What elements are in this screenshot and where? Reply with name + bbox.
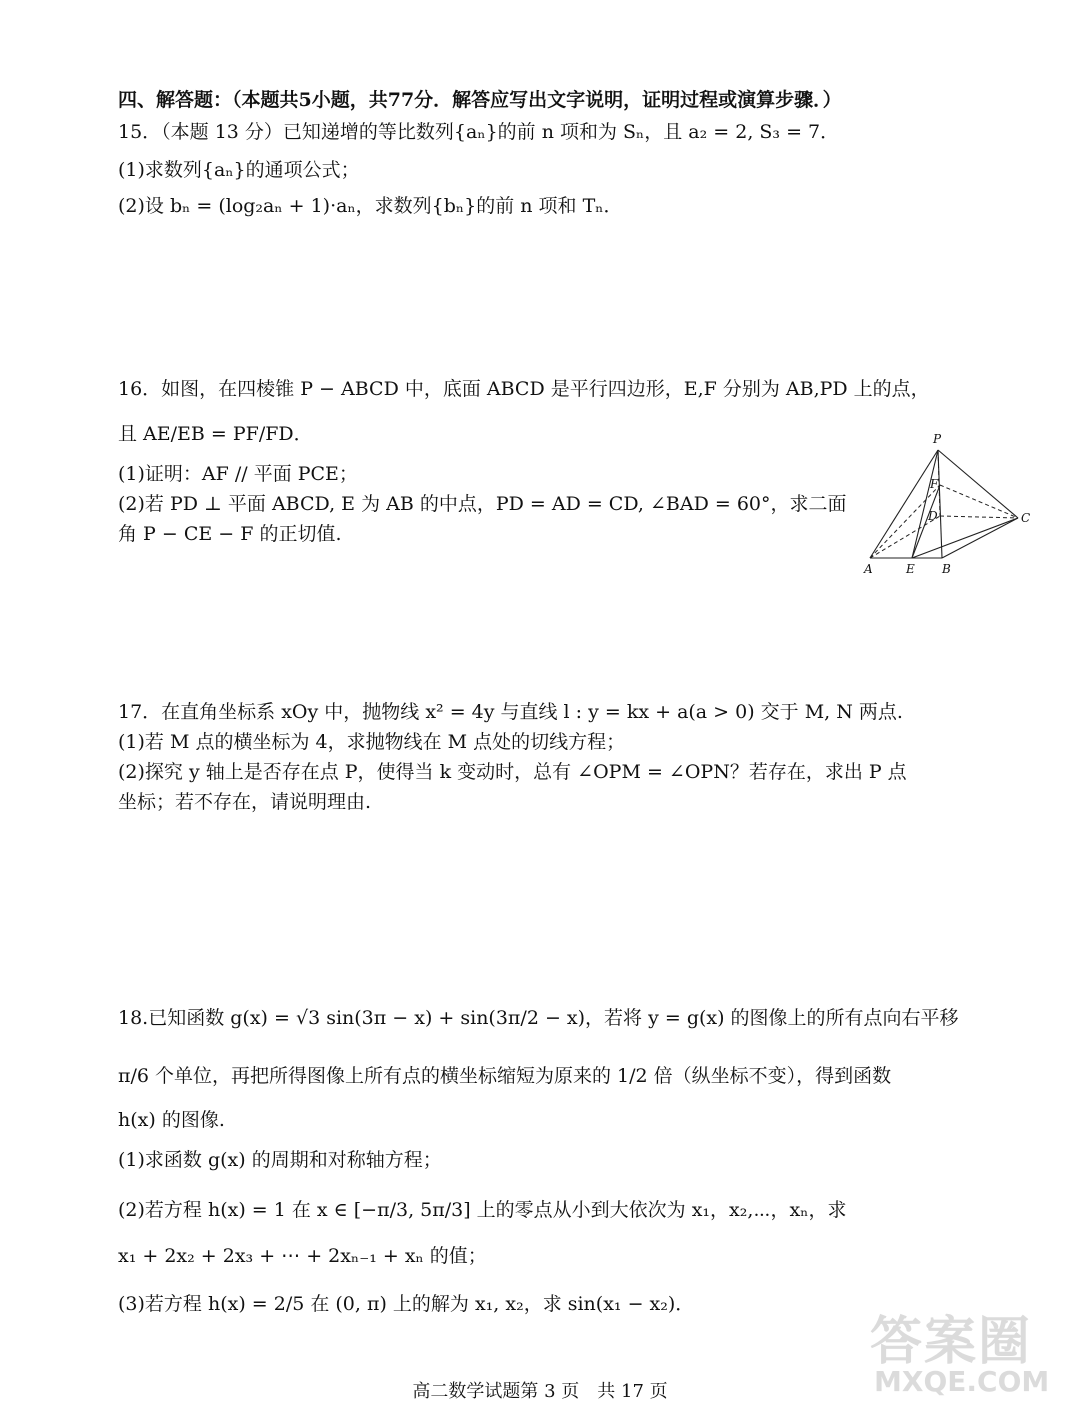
q15-stem: 15．（本题 13 分）已知递增的等比数列{aₙ}的前 n 项和为 Sₙ，且 a₂ = 2, S₃ = 7． xyxy=(118,121,840,143)
label-b: B xyxy=(942,562,951,576)
segment-pe xyxy=(912,450,938,558)
section-header: 四、解答题：（本题共5小题，共77分．解答应写出文字说明，证明过程或演算步骤．） xyxy=(118,89,842,111)
q18-stem-line1: 18.已知函数 g(x) = √3 sin(3π − x) + sin(3π/2 − x)，若将 y = g(x) 的图像上的所有点向右平移 xyxy=(118,1007,959,1029)
label-a: A xyxy=(864,562,873,576)
label-e: E xyxy=(906,562,915,576)
q16-stem: 16．如图，在四棱锥 P − ABCD 中，底面 ABCD 是平行四边形，E,F 分别为 AB,PD 上的点， xyxy=(118,378,930,400)
pyramid-figure xyxy=(860,428,1040,578)
segment-ec xyxy=(912,518,1018,558)
q16-part1: (1)证明：AF // 平面 PCE； xyxy=(118,463,358,485)
q17-stem: 17．在直角坐标系 xOy 中，抛物线 x² = 4y 与直线 l : y = kx + a(a > 0) 交于 M, N 两点. xyxy=(118,701,903,723)
watermark-logo: 答案圈 xyxy=(870,1311,1033,1372)
q18-part3: (3)若方程 h(x) = 2/5 在 (0, π) 上的解为 x₁, x₂，求 sin(x₁ − x₂)． xyxy=(118,1293,695,1315)
q18-part1: (1)求函数 g(x) 的周期和对称轴方程； xyxy=(118,1149,442,1171)
q18-part2-line2: x₁ + 2x₂ + 2x₃ + ⋯ + 2xₙ₋₁ + xₙ 的值； xyxy=(118,1245,487,1267)
edge-pa xyxy=(870,450,938,558)
watermark-url: MXQE.COM xyxy=(874,1365,1050,1398)
edge-pc xyxy=(938,450,1018,518)
label-d: D xyxy=(928,509,938,523)
q18-stem-line2: π/6 个单位，再把所得图像上所有点的横坐标缩短为原来的 1/2 倍（纵坐标不变），得到函数 xyxy=(118,1065,892,1087)
label-f: F xyxy=(930,477,939,491)
q15-part1: (1)求数列{aₙ}的通项公式； xyxy=(118,159,360,181)
q15-part2: (2)设 bₙ = (log₂aₙ + 1)·aₙ，求数列{bₙ}的前 n 项和 Tₙ． xyxy=(118,195,623,217)
q16-part2-line2: 角 P − CE − F 的正切值. xyxy=(118,523,342,545)
q17-part1: (1)若 M 点的横坐标为 4，求抛物线在 M 点处的切线方程； xyxy=(118,731,626,753)
q16-condition: 且 AE/EB = PF/FD． xyxy=(118,423,313,445)
q18-stem-line3: h(x) 的图像. xyxy=(118,1109,225,1131)
edge-dc xyxy=(940,516,1018,518)
label-c: C xyxy=(1021,511,1031,525)
q17-part2-line2: 坐标；若不存在，请说明理由. xyxy=(118,791,372,813)
edge-bc xyxy=(942,518,1018,558)
q16-part2-line1: (2)若 PD ⊥ 平面 ABCD, E 为 AB 的中点，PD = AD = CD, ∠BAD = 60°，求二面 xyxy=(118,493,847,515)
page-footer: 高二数学试题第 3 页 共 17 页 xyxy=(412,1381,668,1402)
q18-part2-line1: (2)若方程 h(x) = 1 在 x ∈ [−π/3, 5π/3] 上的零点从小到大依次为 x₁，x₂,⋯，xₙ，求 xyxy=(118,1199,847,1221)
segment-fc xyxy=(940,485,1018,518)
watermark xyxy=(870,1299,1060,1407)
label-p: P xyxy=(933,432,942,446)
q17-part2-line1: (2)探究 y 轴上是否存在点 P，使得当 k 变动时，总有 ∠OPM = ∠OPN？若存在，求出 P 点 xyxy=(118,761,907,783)
